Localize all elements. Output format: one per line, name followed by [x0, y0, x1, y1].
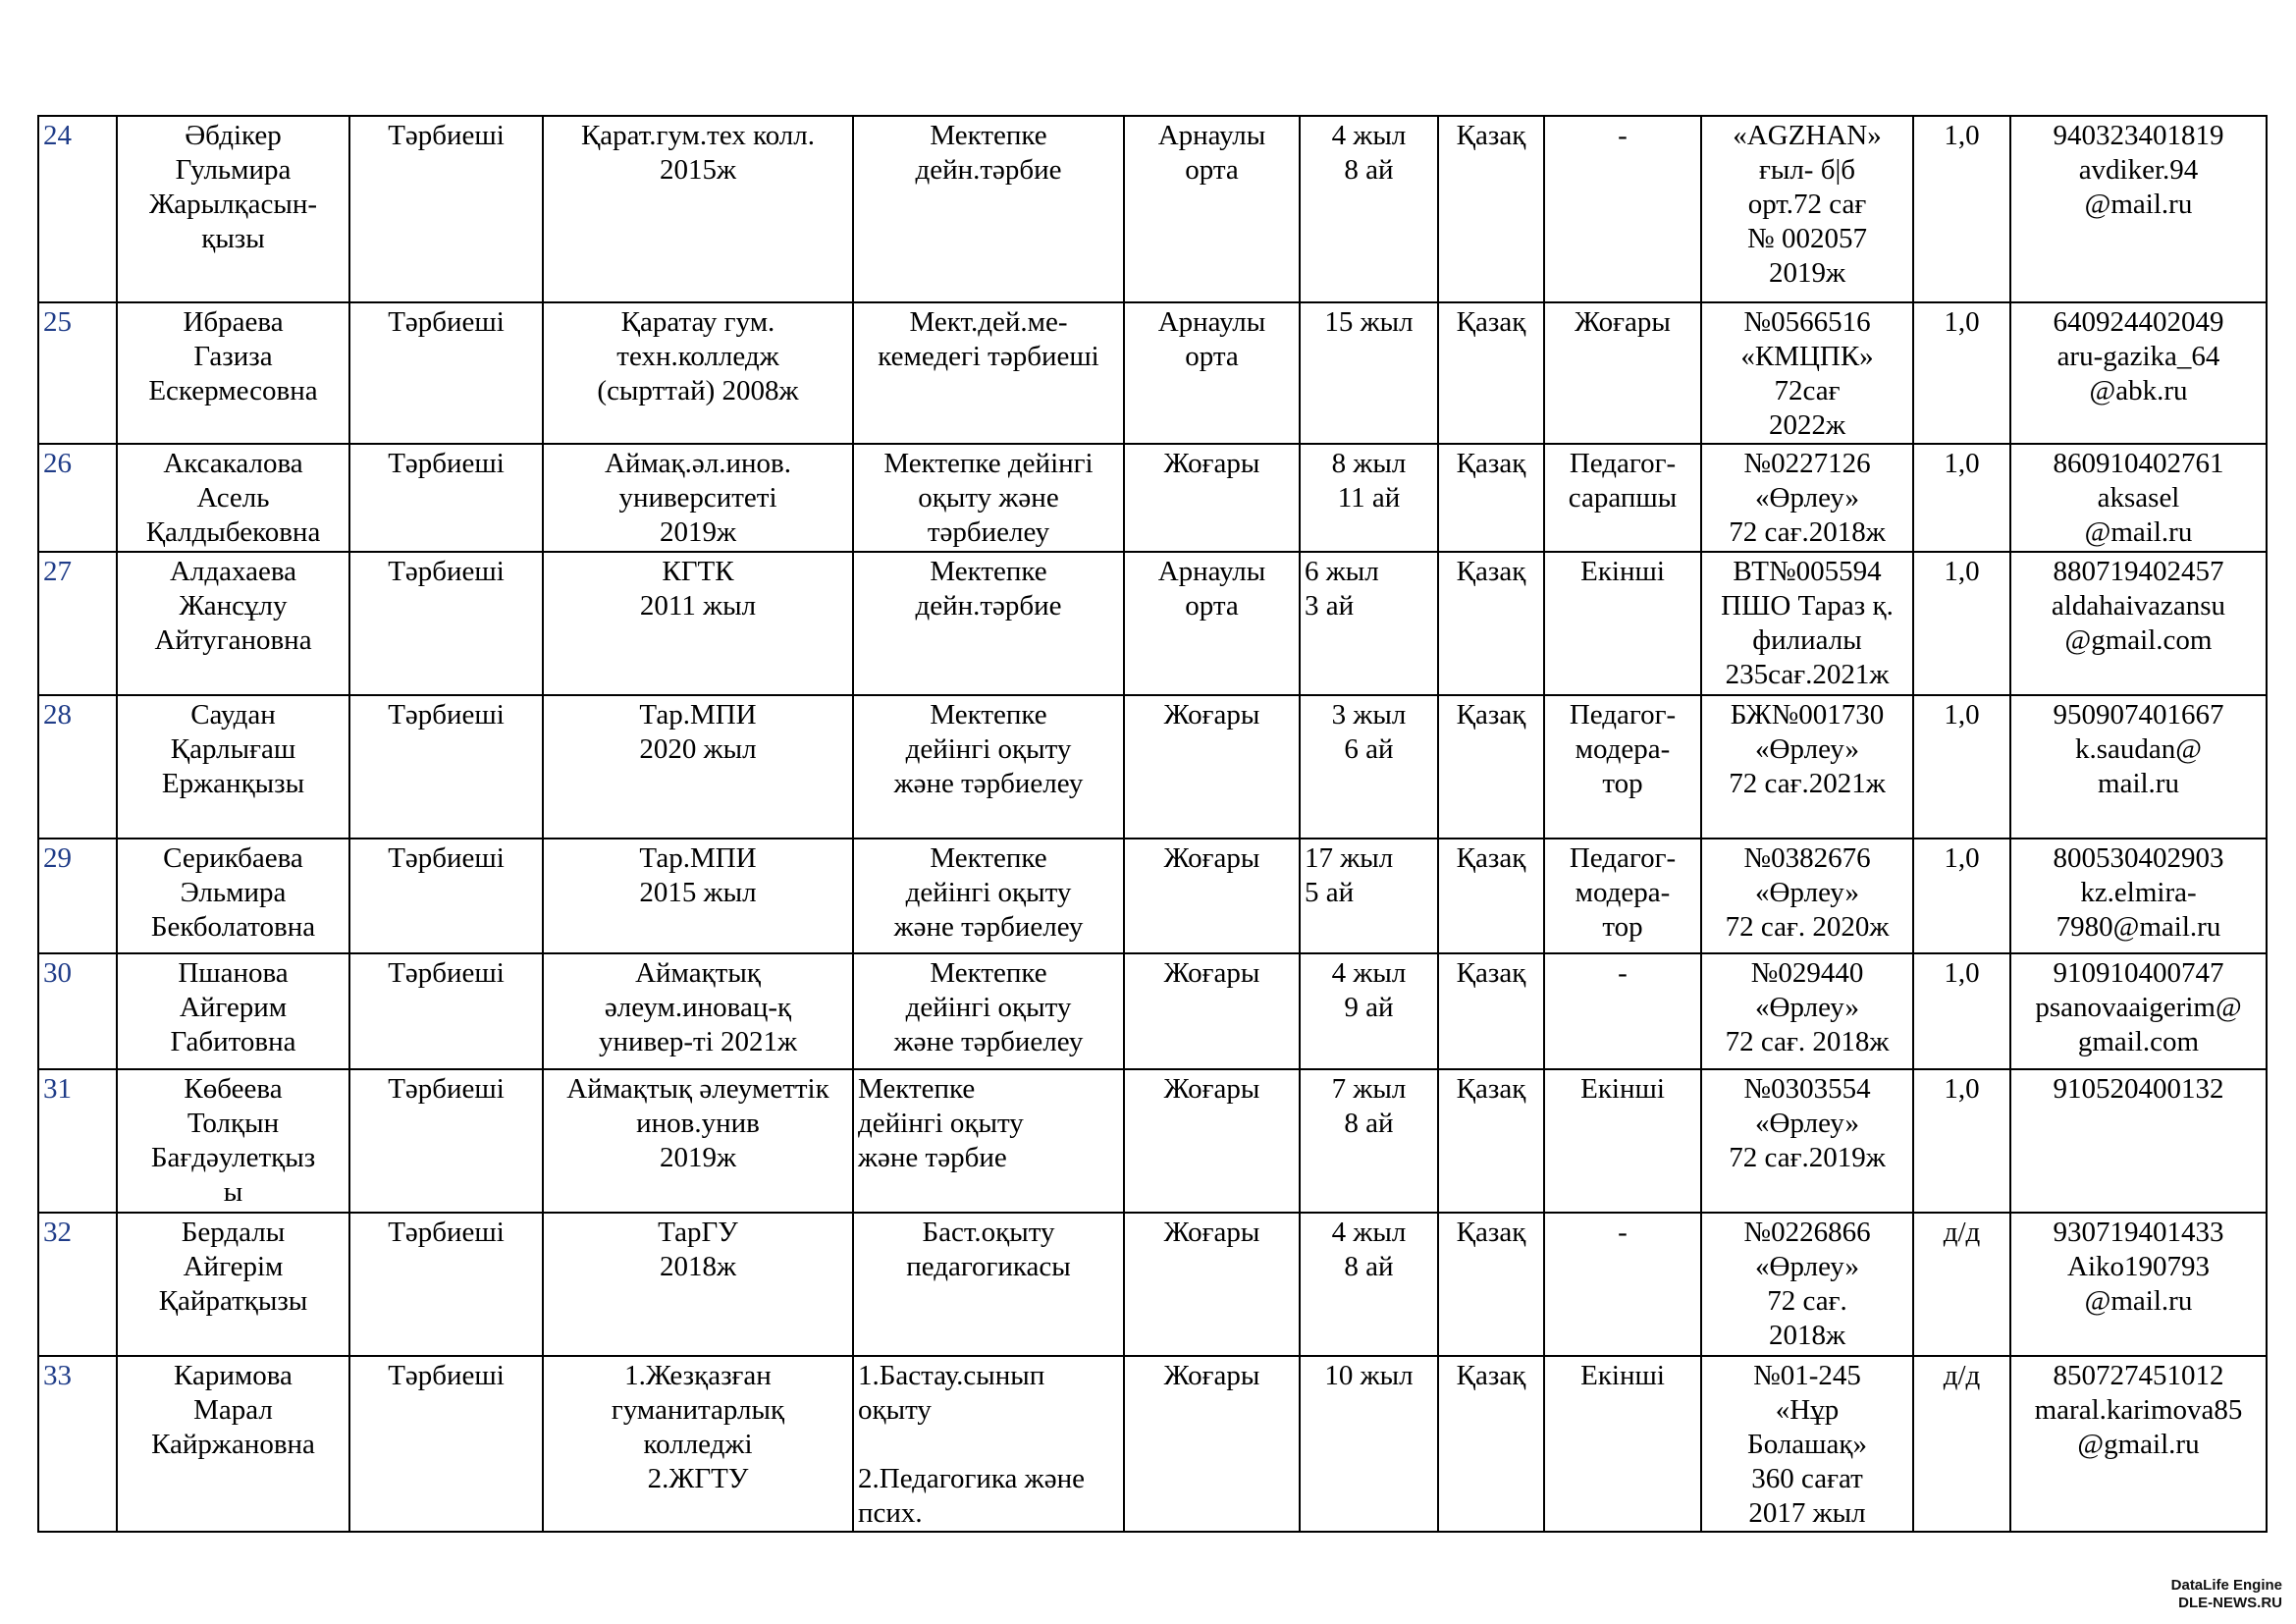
language: Қазақ	[1438, 695, 1544, 839]
specialty: Мектепке дейн.тәрбие	[853, 552, 1124, 695]
education-level: Жоғары	[1124, 695, 1300, 839]
language: Қазақ	[1438, 552, 1544, 695]
specialty: Мектепке дейн.тәрбие	[853, 116, 1124, 302]
education-level: Жоғары	[1124, 1213, 1300, 1356]
specialty: 1.Бастау.сынып оқыту 2.Педагогика және псих.	[853, 1356, 1124, 1532]
rate: 1,0	[1913, 839, 2010, 953]
rate: 1,0	[1913, 552, 2010, 695]
education: Аймақтық әлеуметтік инов.унив 2019ж	[543, 1069, 853, 1213]
experience: 10 жыл	[1300, 1356, 1438, 1532]
courses: №0303554 «Өрлеу» 72 сағ.2019ж	[1701, 1069, 1913, 1213]
position: Тәрбиеші	[349, 116, 543, 302]
rate: д/д	[1913, 1213, 2010, 1356]
employee-name: Алдахаева Жансұлу Айтугановна	[117, 552, 349, 695]
row-number: 26	[38, 444, 117, 552]
specialty: Мектепке дейінгі оқыту және тәрбиелеу	[853, 839, 1124, 953]
courses: №0566516 «КМЦПК» 72сағ 2022ж	[1701, 302, 1913, 444]
language: Қазақ	[1438, 116, 1544, 302]
education-level: Жоғары	[1124, 953, 1300, 1069]
rate: 1,0	[1913, 302, 2010, 444]
employee-name: Ибраева Газиза Ескермесовна	[117, 302, 349, 444]
contact: 940323401819 avdiker.94 @mail.ru	[2010, 116, 2267, 302]
specialty: Мектепке дейінгі оқыту және тәрбиелеу	[853, 444, 1124, 552]
education-level: Жоғары	[1124, 839, 1300, 953]
position: Тәрбиеші	[349, 1213, 543, 1356]
education: Қаратау гум. техн.колледж (сырттай) 2008ж	[543, 302, 853, 444]
row-number: 30	[38, 953, 117, 1069]
courses: ВТ№005594 ПШО Тараз қ. филиалы 235сағ.2021ж	[1701, 552, 1913, 695]
contact: 910910400747 psanovaaigerim@ gmail.com	[2010, 953, 2267, 1069]
category: -	[1544, 116, 1701, 302]
education: Аймақтық әлеум.иновац-қ универ-ті 2021ж	[543, 953, 853, 1069]
row-number: 25	[38, 302, 117, 444]
language: Қазақ	[1438, 1356, 1544, 1532]
watermark-line-1: DataLife Engine	[2170, 1577, 2282, 1594]
rate: 1,0	[1913, 1069, 2010, 1213]
table-body	[38, 116, 2267, 1532]
language: Қазақ	[1438, 444, 1544, 552]
language: Қазақ	[1438, 839, 1544, 953]
position: Тәрбиеші	[349, 1069, 543, 1213]
language: Қазақ	[1438, 953, 1544, 1069]
courses: №01-245 «Нұр Болашақ» 360 сағат 2017 жыл	[1701, 1356, 1913, 1532]
employee-name: Серикбаева Эльмира Бекболатовна	[117, 839, 349, 953]
table-row	[38, 116, 2267, 302]
language: Қазақ	[1438, 1213, 1544, 1356]
row-number: 27	[38, 552, 117, 695]
specialty: Мектепке дейінгі оқыту және тәрбие	[853, 1069, 1124, 1213]
courses: №0227126 «Өрлеу» 72 сағ.2018ж	[1701, 444, 1913, 552]
position: Тәрбиеші	[349, 302, 543, 444]
experience: 6 жыл 3 ай	[1300, 552, 1438, 695]
position: Тәрбиеші	[349, 444, 543, 552]
category: Педагог- модера- тор	[1544, 839, 1701, 953]
courses: «AGZHAN» ғыл- б|б орт.72 сағ № 002057 2019ж	[1701, 116, 1913, 302]
contact: 800530402903 kz.elmira- 7980@mail.ru	[2010, 839, 2267, 953]
language: Қазақ	[1438, 302, 1544, 444]
employee-name: Бердалы Айгерім Қайратқызы	[117, 1213, 349, 1356]
employee-name: Аксакалова Асель Қалдыбековна	[117, 444, 349, 552]
contact: 860910402761 aksasel @mail.ru	[2010, 444, 2267, 552]
employee-name: Каримова Марал Кайржановна	[117, 1356, 349, 1532]
education-level: Жоғары	[1124, 1356, 1300, 1532]
position: Тәрбиеші	[349, 953, 543, 1069]
specialty: Мектепке дейінгі оқыту және тәрбиелеу	[853, 953, 1124, 1069]
contact: 950907401667 k.saudan@ mail.ru	[2010, 695, 2267, 839]
experience: 8 жыл 11 ай	[1300, 444, 1438, 552]
rate: д/д	[1913, 1356, 2010, 1532]
row-number: 29	[38, 839, 117, 953]
contact: 910520400132	[2010, 1069, 2267, 1213]
courses: №0226866 «Өрлеу» 72 сағ. 2018ж	[1701, 1213, 1913, 1356]
table-row	[38, 839, 2267, 953]
category: Жоғары	[1544, 302, 1701, 444]
contact: 880719402457 aldahaivazansu @gmail.com	[2010, 552, 2267, 695]
category: Екінші	[1544, 552, 1701, 695]
experience: 3 жыл 6 ай	[1300, 695, 1438, 839]
row-number: 24	[38, 116, 117, 302]
position: Тәрбиеші	[349, 839, 543, 953]
contact: 850727451012 maral.karimova85 @gmail.ru	[2010, 1356, 2267, 1532]
row-number: 31	[38, 1069, 117, 1213]
table-row	[38, 552, 2267, 695]
rate: 1,0	[1913, 953, 2010, 1069]
experience: 7 жыл 8 ай	[1300, 1069, 1438, 1213]
row-number: 32	[38, 1213, 117, 1356]
watermark	[2171, 1577, 2282, 1612]
education-level: Жоғары	[1124, 444, 1300, 552]
employee-name: Пшанова Айгерим Габитовна	[117, 953, 349, 1069]
education: 1.Жезқазған гуманитарлық колледжі 2.ЖГТУ	[543, 1356, 853, 1532]
experience: 4 жыл 9 ай	[1300, 953, 1438, 1069]
education: Тар.МПИ 2015 жыл	[543, 839, 853, 953]
employee-name: Көбеева Толқын Бағдәулетқыз ы	[117, 1069, 349, 1213]
education-level: Арнаулы орта	[1124, 302, 1300, 444]
specialty: Баст.оқыту педагогикасы	[853, 1213, 1124, 1356]
category: Педагог- сарапшы	[1544, 444, 1701, 552]
education-level: Арнаулы орта	[1124, 552, 1300, 695]
language: Қазақ	[1438, 1069, 1544, 1213]
row-number: 33	[38, 1356, 117, 1532]
rate: 1,0	[1913, 116, 2010, 302]
category: Педагог- модера- тор	[1544, 695, 1701, 839]
education: Аймақ.әл.инов. университеті 2019ж	[543, 444, 853, 552]
row-number: 28	[38, 695, 117, 839]
education: Қарат.гум.тех колл. 2015ж	[543, 116, 853, 302]
courses: БЖ№001730 «Өрлеу» 72 сағ.2021ж	[1701, 695, 1913, 839]
table-row	[38, 1213, 2267, 1356]
education-level: Арнаулы орта	[1124, 116, 1300, 302]
employee-name: Әбдікер Гульмира Жарылқасын- қызы	[117, 116, 349, 302]
position: Тәрбиеші	[349, 695, 543, 839]
category: Екінші	[1544, 1069, 1701, 1213]
education-level: Жоғары	[1124, 1069, 1300, 1213]
courses: №0382676 «Өрлеу» 72 сағ. 2020ж	[1701, 839, 1913, 953]
table-row	[38, 444, 2267, 552]
education: КГТК 2011 жыл	[543, 552, 853, 695]
table-row	[38, 1069, 2267, 1213]
category: Екінші	[1544, 1356, 1701, 1532]
rate: 1,0	[1913, 444, 2010, 552]
table-row	[38, 302, 2267, 444]
category: -	[1544, 1213, 1701, 1356]
category: -	[1544, 953, 1701, 1069]
experience: 17 жыл 5 ай	[1300, 839, 1438, 953]
contact: 640924402049 aru-gazika_64 @abk.ru	[2010, 302, 2267, 444]
position: Тәрбиеші	[349, 1356, 543, 1532]
specialty: Мектепке дейінгі оқыту және тәрбиелеу	[853, 695, 1124, 839]
employee-name: Саудан Қарлығаш Ержанқызы	[117, 695, 349, 839]
specialty: Мект.дей.ме- кемедегі тәрбиеші	[853, 302, 1124, 444]
experience: 4 жыл 8 ай	[1300, 116, 1438, 302]
rate: 1,0	[1913, 695, 2010, 839]
education: Тар.МПИ 2020 жыл	[543, 695, 853, 839]
experience: 4 жыл 8 ай	[1300, 1213, 1438, 1356]
watermark-line-2: DLE-NEWS.RU	[2178, 1595, 2282, 1611]
experience: 15 жыл	[1300, 302, 1438, 444]
staff-table	[37, 115, 2268, 1533]
table-row	[38, 953, 2267, 1069]
education: ТарГУ 2018ж	[543, 1213, 853, 1356]
position: Тәрбиеші	[349, 552, 543, 695]
table-row	[38, 695, 2267, 839]
contact: 930719401433 Aiko190793 @mail.ru	[2010, 1213, 2267, 1356]
table-row	[38, 1356, 2267, 1532]
courses: №029440 «Өрлеу» 72 сағ. 2018ж	[1701, 953, 1913, 1069]
